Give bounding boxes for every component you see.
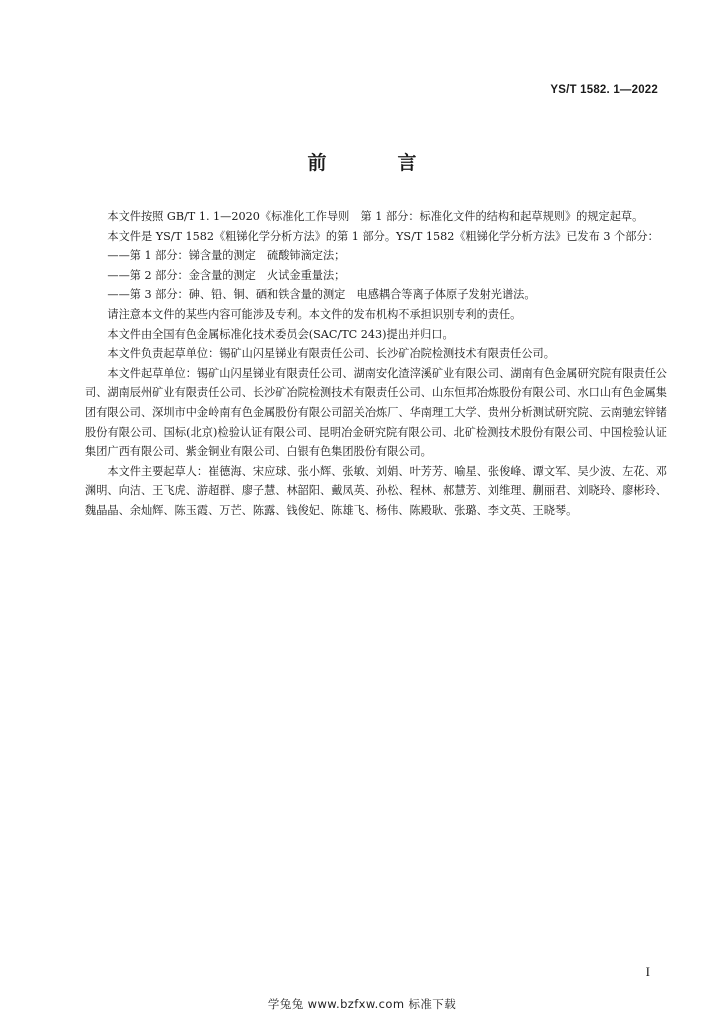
part-list-item: ——第 2 部分：金含量的测定 火试金重量法；: [107, 268, 346, 282]
main-drafters-paragraph: 本文件主要起草人：崔德海、宋应球、张小辉、张敏、刘娟、叶芳芳、喻星、张俊峰、谭文军、吴少波、左花、邓渊明、向洁、王飞虎、游超群、廖子慧、林韶阳、戴凤英、孙松、程林、郝慧芳、刘维理、蒯丽君、刘晓玲、廖彬玲、魏晶晶、余灿辉、陈玉霞、万芒、陈露、钱俊妃、陈雄飞、杨伟、陈殿耿、张璐、李文英、王晓琴。: [85, 464, 667, 517]
part-list-item: ——第 1 部分：锑含量的测定 硫酸铈滴定法；: [107, 249, 346, 263]
patent-notice-paragraph: 请注意本文件的某些内容可能涉及专利。本文件的发布机构不承担识别专利的责任。: [107, 307, 522, 321]
part-list-item: ——第 3 部分：砷、铅、铜、硒和铁含量的测定 电感耦合等离子体原子发射光谱法。: [107, 288, 536, 302]
foreword-body: [85, 207, 667, 521]
series-parts-paragraph: 本文件是 YS/T 1582《粗锑化学分析方法》的第 1 部分。YS/T 1582《粗锑化学分析方法》已发布 3 个部分：: [107, 229, 659, 243]
committee-paragraph: 本文件由全国有色金属标准化技术委员会(SAC/TC 243)提出并归口。: [107, 327, 454, 341]
drafting-units-paragraph: 本文件起草单位：锡矿山闪星锑业有限责任公司、湖南安化渣滓溪矿业有限公司、湖南有色金属研究院有限责任公司、湖南辰州矿业有限责任公司、长沙矿冶院检测技术有限责任公司、山东恒邦冶炼股份有限公司、水口山有色金属集团有限公司、深圳市中金岭南有色金属股份有限公司韶关冶炼厂、华南理工大学、贵州分析测试研究院、云南驰宏锌锗股份有限公司、国标(北京)检验认证有限公司、昆明冶金研究院有限公司、北矿检测技术股份有限公司、中国检验认证集团广西有限公司、紫金铜业有限公司、白银有色集团股份有限公司。: [85, 366, 667, 459]
watermark-footer: 学兔兔 www.bzfxw.com 标准下载: [267, 997, 457, 1011]
drafting-rules-paragraph: 本文件按照 GB/T 1. 1—2020《标准化工作导则 第 1 部分：标准化文件的结构和起草规则》的规定起草。: [107, 210, 644, 223]
page-number: I: [645, 964, 650, 979]
standard-number: YS/T 1582. 1—2022: [550, 84, 658, 96]
responsible-drafter-paragraph: 本文件负责起草单位：锡矿山闪星锑业有限责任公司、长沙矿冶院检测技术有限责任公司。: [107, 347, 555, 361]
page-title: 前 言: [307, 152, 443, 174]
